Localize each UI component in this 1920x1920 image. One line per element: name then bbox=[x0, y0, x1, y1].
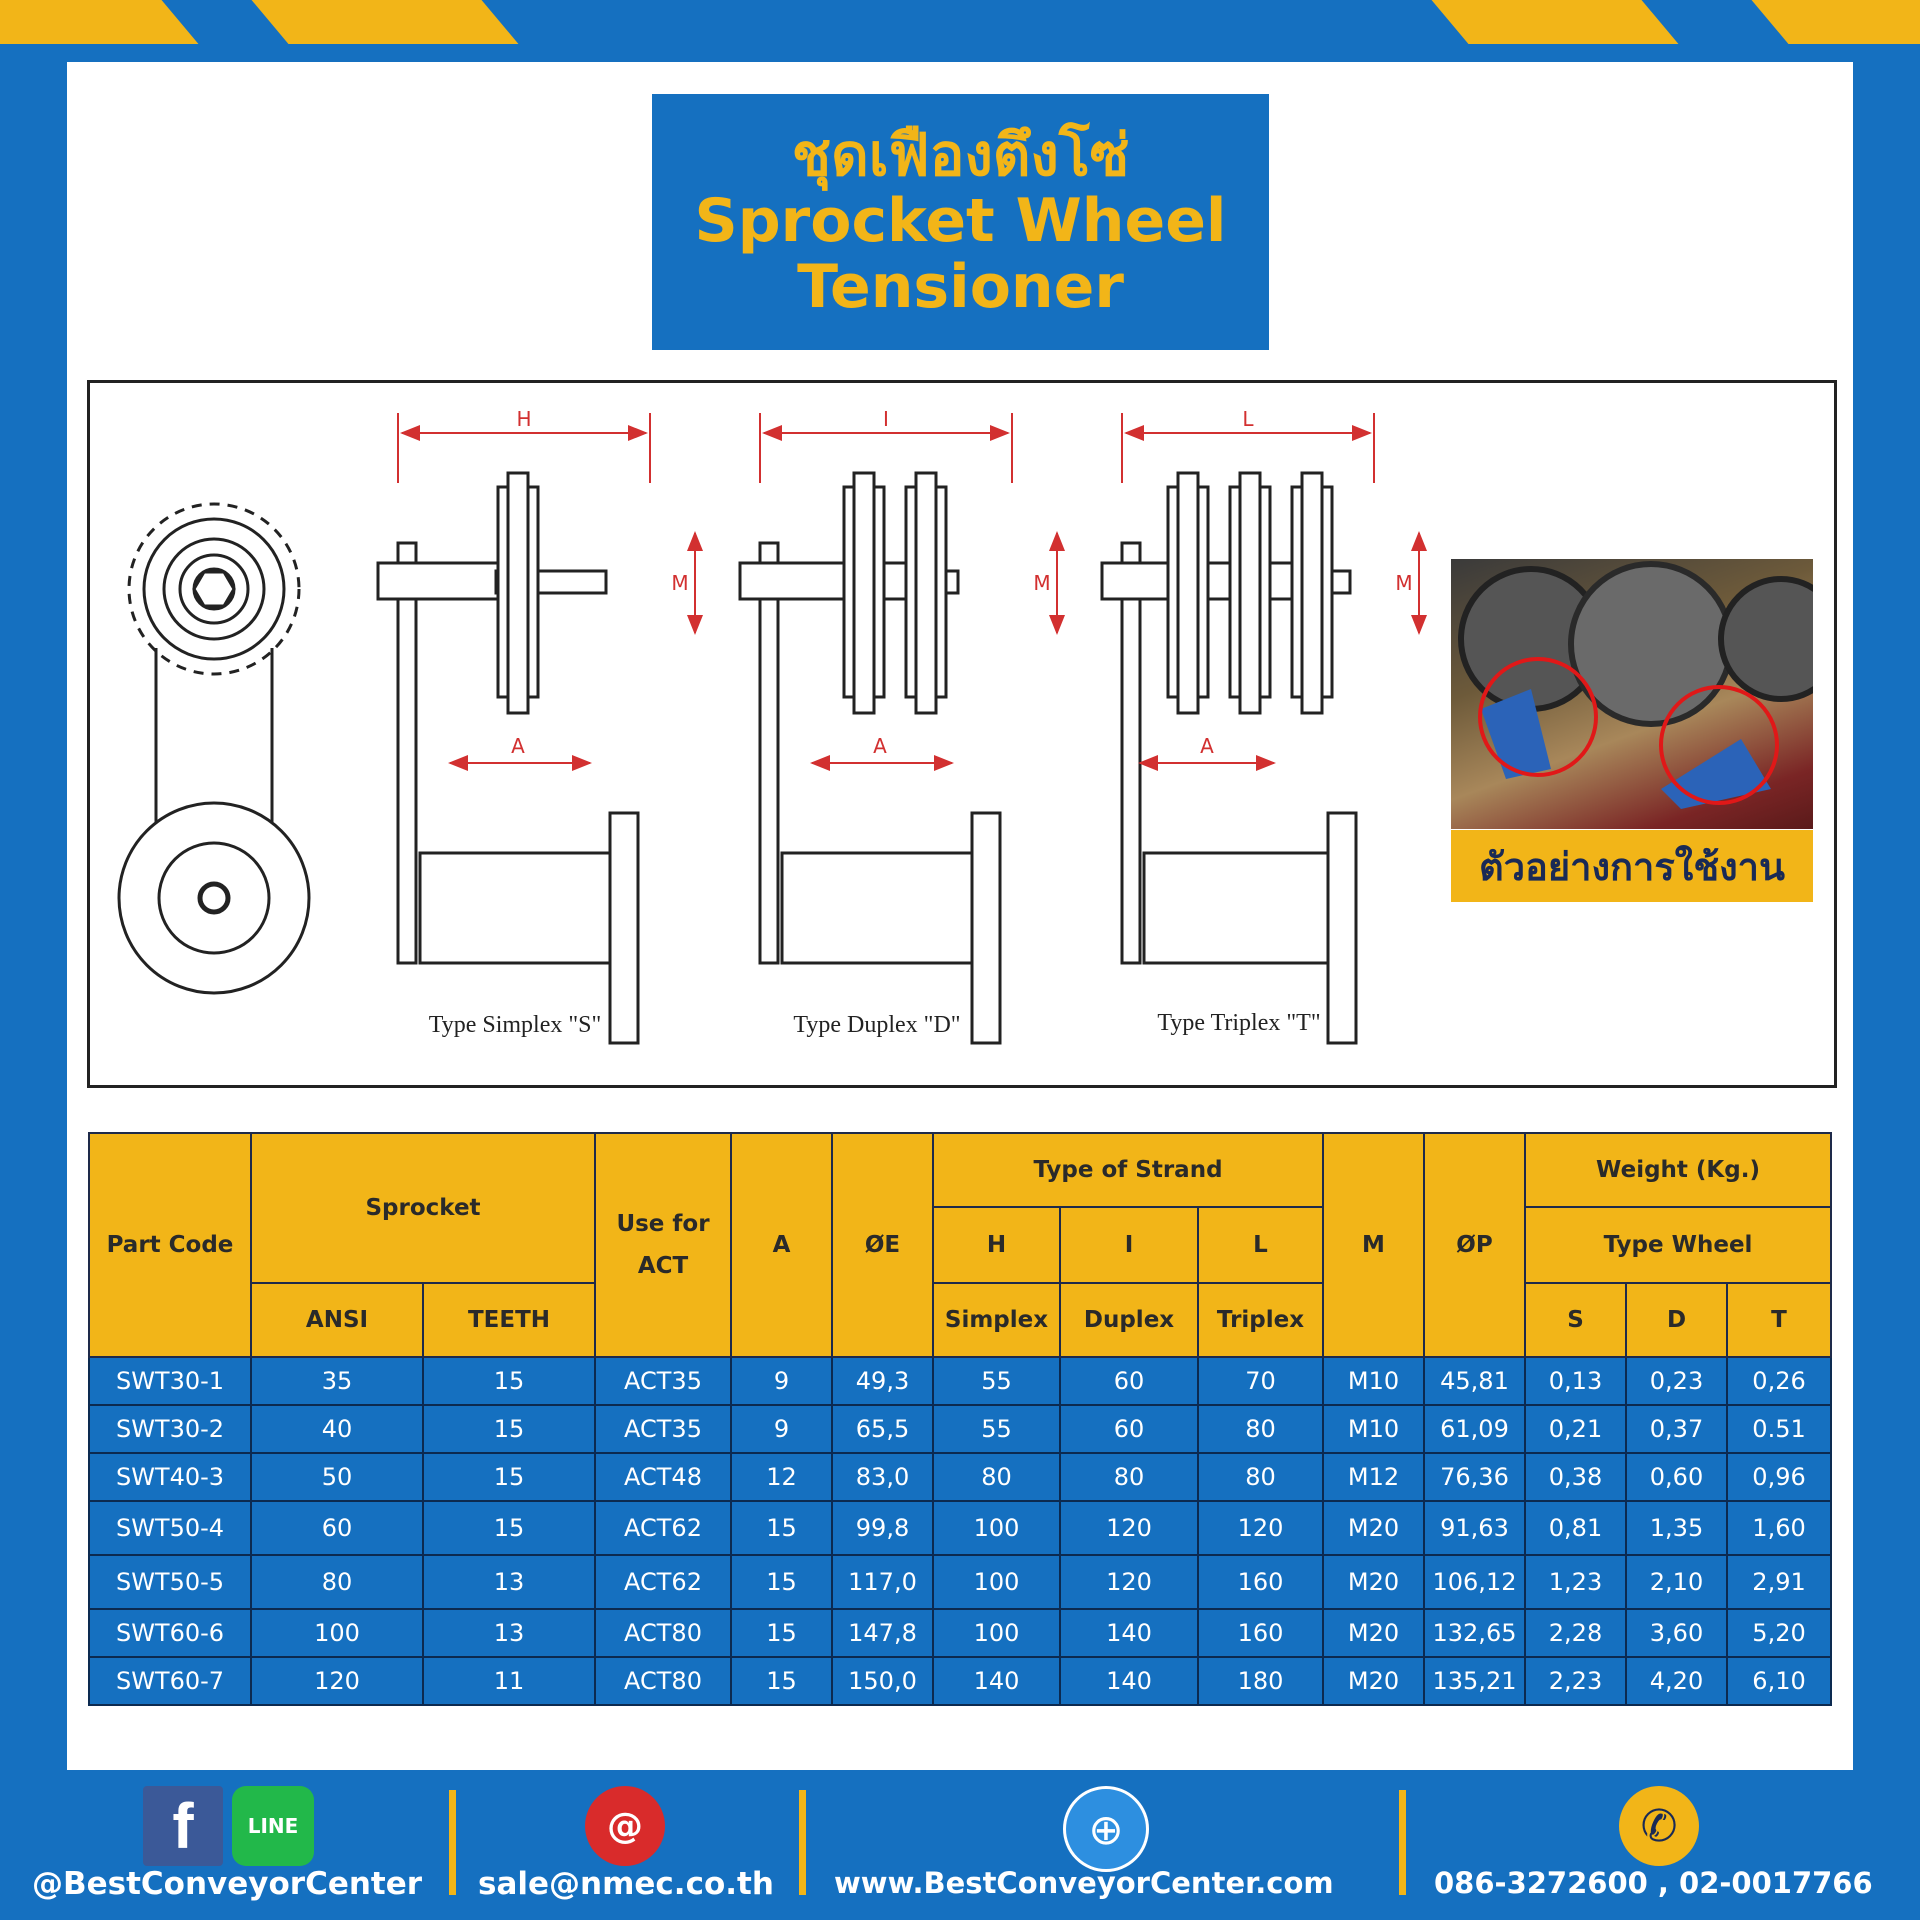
header-type-wheel: Type Wheel bbox=[1525, 1207, 1831, 1283]
table-cell: M20 bbox=[1323, 1501, 1424, 1555]
table-cell: 5,20 bbox=[1727, 1609, 1831, 1657]
header-t: T bbox=[1727, 1283, 1831, 1357]
dim-h-label: H bbox=[516, 407, 532, 431]
header-use-for-line2: ACT bbox=[637, 1253, 689, 1279]
table-cell: 100 bbox=[251, 1609, 423, 1657]
dim-i-label: I bbox=[883, 407, 889, 431]
table-cell: 15 bbox=[731, 1501, 832, 1555]
table-cell: 55 bbox=[933, 1357, 1060, 1405]
table-cell: ACT48 bbox=[595, 1453, 731, 1501]
table-cell: M10 bbox=[1323, 1405, 1424, 1453]
title-thai: ชุดเฟืองตึงโซ่ bbox=[791, 121, 1130, 190]
table-cell: 0,26 bbox=[1727, 1357, 1831, 1405]
header-h: H bbox=[933, 1207, 1060, 1283]
header-a: A bbox=[731, 1133, 832, 1357]
phone-icon: ✆ bbox=[1619, 1786, 1699, 1866]
table-cell: M20 bbox=[1323, 1555, 1424, 1609]
table-cell: M10 bbox=[1323, 1357, 1424, 1405]
simplex-side-view bbox=[378, 473, 638, 1043]
spec-table bbox=[88, 1132, 1832, 1706]
table-cell: 117,0 bbox=[832, 1555, 933, 1609]
table-cell: 0,81 bbox=[1525, 1501, 1626, 1555]
table-cell: 80 bbox=[1198, 1453, 1323, 1501]
table-cell: 65,5 bbox=[832, 1405, 933, 1453]
table-cell: SWT60-7 bbox=[89, 1657, 251, 1705]
table-cell: 50 bbox=[251, 1453, 423, 1501]
table-cell: 106,12 bbox=[1424, 1555, 1525, 1609]
table-cell: 2,10 bbox=[1626, 1555, 1727, 1609]
header-d: D bbox=[1626, 1283, 1727, 1357]
table-cell: 15 bbox=[423, 1453, 595, 1501]
table-cell: ACT35 bbox=[595, 1357, 731, 1405]
header-i: I bbox=[1060, 1207, 1198, 1283]
table-cell: 140 bbox=[1060, 1657, 1198, 1705]
table-cell: SWT30-2 bbox=[89, 1405, 251, 1453]
photo-illustration bbox=[1451, 559, 1813, 829]
table-cell: 80 bbox=[251, 1555, 423, 1609]
table-row bbox=[89, 1453, 1831, 1501]
table-cell: ACT62 bbox=[595, 1501, 731, 1555]
table-cell: 61,09 bbox=[1424, 1405, 1525, 1453]
table-cell: 80 bbox=[933, 1453, 1060, 1501]
table-cell: 9 bbox=[731, 1405, 832, 1453]
table-cell: 15 bbox=[731, 1555, 832, 1609]
table-cell: 0,60 bbox=[1626, 1453, 1727, 1501]
header-teeth: TEETH bbox=[423, 1283, 595, 1357]
table-cell: 0,13 bbox=[1525, 1357, 1626, 1405]
table-cell: SWT60-6 bbox=[89, 1609, 251, 1657]
table-cell: 2,91 bbox=[1727, 1555, 1831, 1609]
type-duplex-label: Type Duplex "D" bbox=[793, 1012, 961, 1038]
dim-m-label: M bbox=[671, 571, 689, 595]
table-row bbox=[89, 1405, 1831, 1453]
table-cell: 83,0 bbox=[832, 1453, 933, 1501]
table-cell: M12 bbox=[1323, 1453, 1424, 1501]
table-cell: 80 bbox=[1060, 1453, 1198, 1501]
header-oe: ØE bbox=[832, 1133, 933, 1357]
table-cell: SWT50-5 bbox=[89, 1555, 251, 1609]
header-type-of-strand: Type of Strand bbox=[933, 1133, 1323, 1207]
table-cell: 99,8 bbox=[832, 1501, 933, 1555]
type-triplex-label: Type Triplex "T" bbox=[1157, 1010, 1321, 1036]
facebook-icon[interactable]: f bbox=[143, 1786, 223, 1866]
table-cell: 160 bbox=[1198, 1555, 1323, 1609]
header-part-code: Part Code bbox=[89, 1133, 251, 1357]
title-box bbox=[652, 94, 1269, 350]
table-cell: 15 bbox=[423, 1501, 595, 1555]
footer-divider bbox=[449, 1790, 456, 1895]
table-cell: 140 bbox=[933, 1657, 1060, 1705]
table-cell: ACT80 bbox=[595, 1657, 731, 1705]
table-cell: ACT80 bbox=[595, 1609, 731, 1657]
header-duplex: Duplex bbox=[1060, 1283, 1198, 1357]
header-op: ØP bbox=[1424, 1133, 1525, 1357]
dim-l-label: L bbox=[1242, 407, 1254, 431]
table-cell: 60 bbox=[1060, 1405, 1198, 1453]
top-stripe bbox=[0, 0, 198, 44]
table-cell: SWT50-4 bbox=[89, 1501, 251, 1555]
title-english-line2: Tensioner bbox=[797, 251, 1124, 322]
table-cell: 100 bbox=[933, 1555, 1060, 1609]
table-cell: 100 bbox=[933, 1501, 1060, 1555]
table-cell: 49,3 bbox=[832, 1357, 933, 1405]
table-cell: ACT35 bbox=[595, 1405, 731, 1453]
table-cell: 120 bbox=[251, 1657, 423, 1705]
header-triplex: Triplex bbox=[1198, 1283, 1323, 1357]
top-stripe bbox=[1432, 0, 1679, 44]
table-cell: 60 bbox=[251, 1501, 423, 1555]
header-use-for bbox=[595, 1133, 731, 1357]
table-cell: 15 bbox=[731, 1657, 832, 1705]
dim-a-label: A bbox=[511, 734, 525, 758]
table-cell: 0,37 bbox=[1626, 1405, 1727, 1453]
table-cell: 1,23 bbox=[1525, 1555, 1626, 1609]
table-cell: 4,20 bbox=[1626, 1657, 1727, 1705]
header-use-for-line1: Use for bbox=[616, 1211, 710, 1237]
table-cell: 11 bbox=[423, 1657, 595, 1705]
table-cell: 91,63 bbox=[1424, 1501, 1525, 1555]
table-row bbox=[89, 1657, 1831, 1705]
table-cell: 0.51 bbox=[1727, 1405, 1831, 1453]
table-cell: 80 bbox=[1198, 1405, 1323, 1453]
table-cell: 100 bbox=[933, 1609, 1060, 1657]
dim-m-label: M bbox=[1395, 571, 1413, 595]
table-cell: M20 bbox=[1323, 1609, 1424, 1657]
email-address[interactable]: sale@nmec.co.th bbox=[478, 1866, 774, 1902]
application-photo bbox=[1451, 559, 1813, 829]
table-cell: 15 bbox=[731, 1609, 832, 1657]
table-cell: 180 bbox=[1198, 1657, 1323, 1705]
table-cell: 6,10 bbox=[1727, 1657, 1831, 1705]
table-cell: 0,23 bbox=[1626, 1357, 1727, 1405]
type-simplex-label: Type Simplex "S" bbox=[428, 1012, 602, 1038]
table-row bbox=[89, 1609, 1831, 1657]
phone-numbers[interactable]: 086-3272600 , 02-0017766 bbox=[1434, 1866, 1873, 1900]
title-english-line1: Sprocket Wheel bbox=[694, 185, 1227, 256]
table-cell: 3,60 bbox=[1626, 1609, 1727, 1657]
table-row bbox=[89, 1501, 1831, 1555]
table-row bbox=[89, 1555, 1831, 1609]
line-icon[interactable]: LINE bbox=[232, 1786, 314, 1866]
photo-caption: ตัวอย่างการใช้งาน bbox=[1451, 830, 1813, 902]
table-cell: 140 bbox=[1060, 1609, 1198, 1657]
footer-divider bbox=[1399, 1790, 1406, 1895]
header-weight: Weight (Kg.) bbox=[1525, 1133, 1831, 1207]
table-cell: 1,35 bbox=[1626, 1501, 1727, 1555]
table-cell: 2,28 bbox=[1525, 1609, 1626, 1657]
spec-table-body bbox=[89, 1357, 1831, 1705]
table-cell: 40 bbox=[251, 1405, 423, 1453]
table-cell: 13 bbox=[423, 1555, 595, 1609]
table-cell: 0,21 bbox=[1525, 1405, 1626, 1453]
table-cell: 12 bbox=[731, 1453, 832, 1501]
duplex-side-view bbox=[740, 473, 1000, 1043]
table-row bbox=[89, 1357, 1831, 1405]
table-cell: 15 bbox=[423, 1357, 595, 1405]
table-cell: 1,60 bbox=[1727, 1501, 1831, 1555]
table-cell: 120 bbox=[1060, 1555, 1198, 1609]
table-cell: SWT40-3 bbox=[89, 1453, 251, 1501]
header-sprocket: Sprocket bbox=[251, 1133, 595, 1283]
table-cell: 120 bbox=[1060, 1501, 1198, 1555]
table-cell: 135,21 bbox=[1424, 1657, 1525, 1705]
table-cell: 15 bbox=[423, 1405, 595, 1453]
dim-m-label: M bbox=[1033, 571, 1051, 595]
globe-icon: ⊕ bbox=[1063, 1786, 1149, 1872]
table-cell: 132,65 bbox=[1424, 1609, 1525, 1657]
header-l: L bbox=[1198, 1207, 1323, 1283]
table-cell: 55 bbox=[933, 1405, 1060, 1453]
dim-a-label: A bbox=[873, 734, 887, 758]
top-stripe bbox=[252, 0, 519, 44]
table-cell: 2,23 bbox=[1525, 1657, 1626, 1705]
table-cell: 0,38 bbox=[1525, 1453, 1626, 1501]
table-cell: 160 bbox=[1198, 1609, 1323, 1657]
table-cell: 70 bbox=[1198, 1357, 1323, 1405]
website-url[interactable]: www.BestConveyorCenter.com bbox=[834, 1866, 1334, 1900]
table-cell: 35 bbox=[251, 1357, 423, 1405]
table-cell: ACT62 bbox=[595, 1555, 731, 1609]
dim-a-label: A bbox=[1200, 734, 1214, 758]
table-cell: 0,96 bbox=[1727, 1453, 1831, 1501]
front-view-sprocket bbox=[119, 504, 309, 993]
header-ansi: ANSI bbox=[251, 1283, 423, 1357]
table-cell: 13 bbox=[423, 1609, 595, 1657]
table-cell: 76,36 bbox=[1424, 1453, 1525, 1501]
footer-divider bbox=[799, 1790, 806, 1895]
header-simplex: Simplex bbox=[933, 1283, 1060, 1357]
triplex-side-view bbox=[1102, 473, 1356, 1043]
table-cell: 60 bbox=[1060, 1357, 1198, 1405]
social-handle[interactable]: @BestConveyorCenter bbox=[32, 1866, 423, 1902]
table-cell: 9 bbox=[731, 1357, 832, 1405]
mail-icon: @ bbox=[585, 1786, 665, 1866]
top-stripe bbox=[1752, 0, 1920, 44]
table-cell: SWT30-1 bbox=[89, 1357, 251, 1405]
table-cell: M20 bbox=[1323, 1657, 1424, 1705]
table-cell: 147,8 bbox=[832, 1609, 933, 1657]
header-m: M bbox=[1323, 1133, 1424, 1357]
table-cell: 150,0 bbox=[832, 1657, 933, 1705]
table-cell: 45,81 bbox=[1424, 1357, 1525, 1405]
header-s: S bbox=[1525, 1283, 1626, 1357]
table-cell: 120 bbox=[1198, 1501, 1323, 1555]
